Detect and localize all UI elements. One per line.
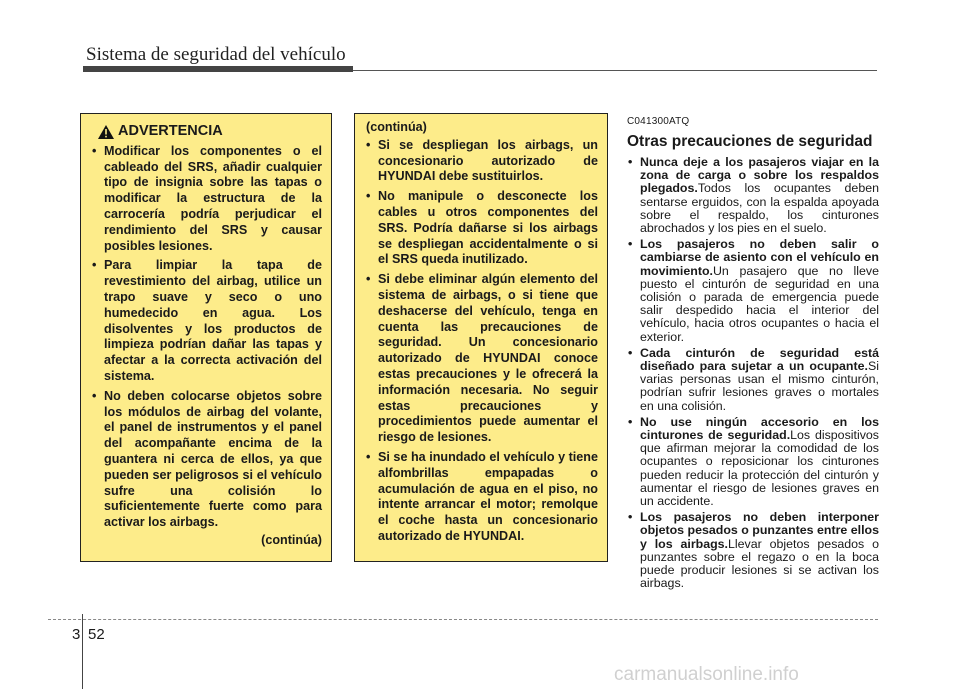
continued-label: (continúa) bbox=[261, 532, 322, 547]
header-divider bbox=[353, 70, 877, 71]
continued-heading: (continúa) bbox=[366, 120, 427, 134]
section-title: Otras precauciones de seguridad bbox=[627, 133, 873, 150]
precaution-bold: No use ningún accesorio en los cinturones de seguridad. bbox=[640, 414, 879, 443]
warning-item: • Para limpiar la tapa de revestimiento del airbag, utilice un trapo suave y seco o uno humedecido en agua. Los disolventes y los productos de limpieza podrían dañar las tapas y afectar a la correcta activación del sistema. bbox=[90, 258, 322, 384]
precaution-text: Todos los ocupantes deben sentarse erguidos, con la espalda apoyada sobre el respaldo, los cinturones abrochados y los pies en el suelo. bbox=[640, 181, 879, 236]
precaution-bold: Los pasajeros no deben salir o cambiarse de asiento con el vehículo en movimiento. bbox=[640, 237, 879, 278]
precaution-text: Los dispositivos que afirman mejorar la comodidad de los ocupantes o reposicionar los cinturones pueden reducir la protección del cinturón y aumentar el riesgo de lesiones graves en un accidente. bbox=[640, 428, 880, 509]
warning-heading bbox=[98, 124, 322, 140]
precaution-item bbox=[627, 156, 879, 235]
precaution-bold: Nunca deje a los pasajeros viajar en la zona de carga o sobre los respaldos plegados. bbox=[640, 155, 879, 196]
warning-item: • Si debe eliminar algún elemento del sistema de airbags, o si tiene que deshacerse del vehículo, tenga en cuenta las precauciones de seguridad. Un concesionario autorizado de HYUNDAI conoce estas precauciones y le ofrecerá la información necesaria. No seguir estas precauciones y procedimientos puede aumentar el riesgo de lesiones. bbox=[364, 272, 598, 446]
precaution-text: Un pasajero que no lleve puesto el cinturón de seguridad en una colisión o parada de emergencia puede salir despedido hacia el interior del vehículo, hacia otros ocupantes o hacia el exterior. bbox=[640, 263, 879, 344]
warning-box-2 bbox=[354, 113, 608, 562]
precaution-bold: Cada cinturón de seguridad está diseñado para sujetar a un ocupante. bbox=[640, 345, 879, 374]
precaution-item bbox=[627, 347, 879, 413]
warning-item: • Si se despliegan los airbags, un concesionario autorizado de HYUNDAI debe sustituirlos. bbox=[364, 138, 598, 185]
chapter-number: 3 bbox=[72, 626, 81, 643]
header-bar bbox=[83, 66, 353, 72]
precaution-item bbox=[627, 416, 879, 508]
warning-item: • No deben colocarse objetos sobre los módulos de airbag del volante, el panel de instrumentos y el panel del acompañante encima de la guantera ni cerca de ellos, ya que pueden ser peligrosos si el vehículo sufre una colisión lo suficientemente fuerte como para activar los airbags. bbox=[90, 389, 322, 531]
precautions-section bbox=[627, 116, 879, 594]
watermark: carmanualsonline.info bbox=[614, 664, 799, 685]
page-number: 52 bbox=[88, 626, 105, 643]
precaution-item bbox=[627, 238, 879, 344]
page-header-title: Sistema de seguridad del vehículo bbox=[86, 44, 346, 65]
warning-triangle-icon bbox=[98, 125, 114, 139]
footer-divider bbox=[48, 619, 878, 620]
footer-vertical-rule bbox=[82, 614, 83, 689]
warning-item: • Modificar los componentes o el cableado del SRS, añadir cualquier tipo de insignia sobre las tapas o modificar la estructura de la carrocería podría perjudicar el rendimiento del SRS y causar posibles lesiones. bbox=[90, 144, 322, 255]
section-code: C041300ATQ bbox=[627, 116, 690, 127]
precaution-text: Si varias personas usan el mismo cinturón, podrían sufrir lesiones graves o mortales en una colisión. bbox=[640, 359, 879, 413]
warning-title: ADVERTENCIA bbox=[118, 123, 223, 139]
precaution-item bbox=[627, 511, 879, 590]
precaution-text: Llevar objetos pesados o punzantes sobre el regazo o en la boca puede producir lesiones si se activan los airbags. bbox=[640, 536, 879, 591]
warning-box-1 bbox=[80, 113, 332, 562]
warning-item: • No manipule o desconecte los cables u otros componentes del SRS. Podría dañarse si los airbags se despliegan accidentalmente o si el SRS queda inutilizado. bbox=[364, 189, 598, 268]
warning-item: • Si se ha inundado el vehículo y tiene alfombrillas empapadas o acumulación de agua en el piso, no intente arrancar el motor; remolque el coche hasta un concesionario autorizado de HYUNDAI. bbox=[364, 450, 598, 545]
precaution-bold: Los pasajeros no deben interponer objetos pesados o punzantes entre ellos y los airbags. bbox=[640, 510, 879, 551]
